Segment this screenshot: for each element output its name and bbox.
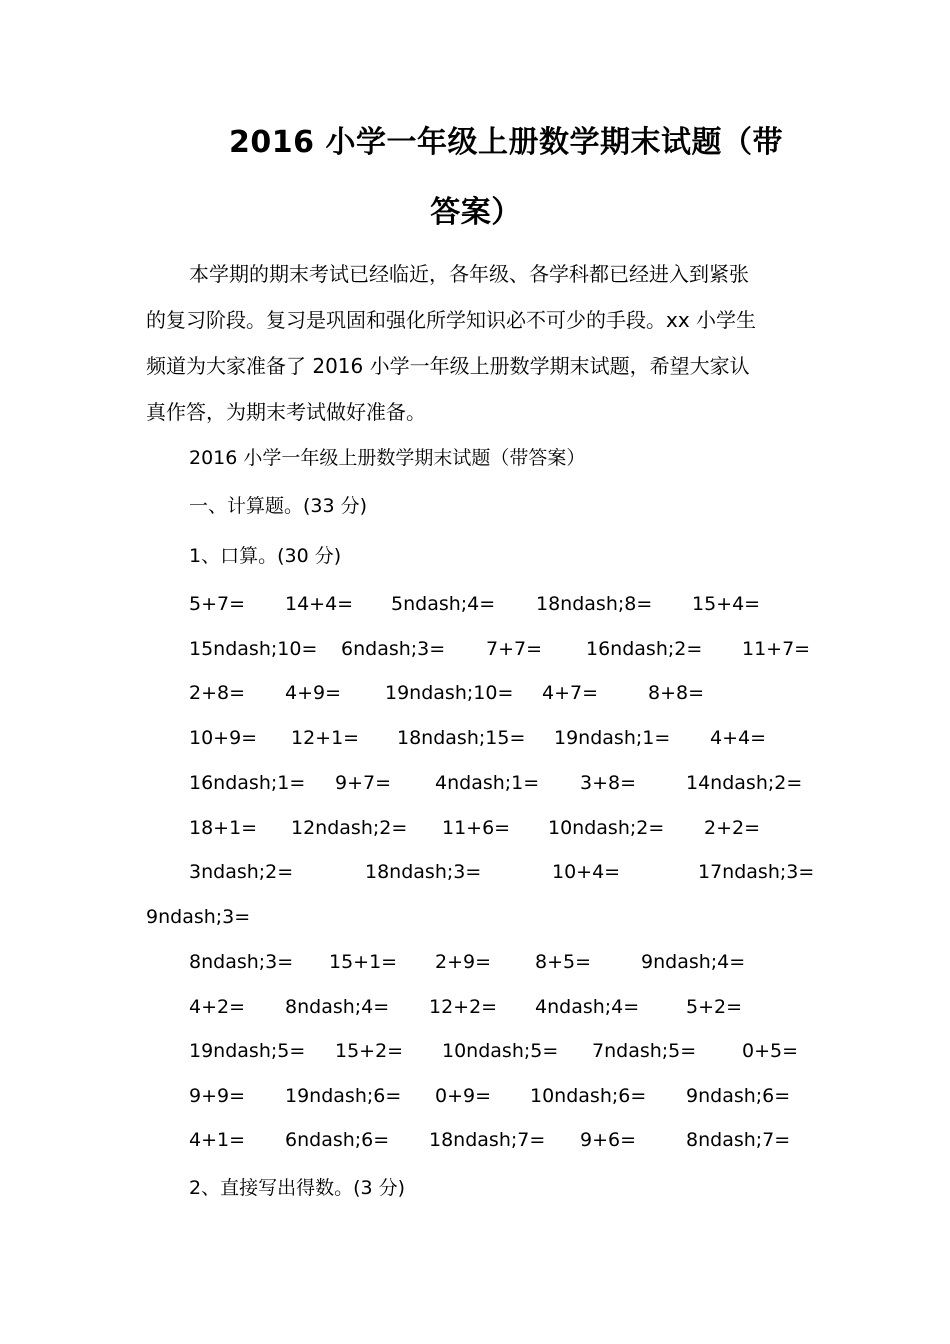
problem: 8ndash;7= xyxy=(686,1129,791,1151)
problem: 9ndash;4= xyxy=(641,951,746,973)
problem: 11+7= xyxy=(742,638,811,660)
problem: 9ndash;3= xyxy=(146,906,251,928)
problem: 0+9= xyxy=(435,1085,492,1107)
problem: 15ndash;10= xyxy=(189,638,318,660)
problem: 12+2= xyxy=(429,996,498,1018)
problem: 8+5= xyxy=(535,951,592,973)
document-title-line2: 答案） xyxy=(430,195,522,230)
problem: 4+9= xyxy=(285,682,342,704)
problem: 12ndash;2= xyxy=(291,817,408,839)
problem: 19ndash;1= xyxy=(554,727,671,749)
problem: 18ndash;7= xyxy=(429,1129,546,1151)
problem: 18ndash;3= xyxy=(365,861,482,883)
problem: 14+4= xyxy=(285,593,354,615)
problem: 3+8= xyxy=(580,772,637,794)
problem: 16ndash;1= xyxy=(189,772,306,794)
problem: 17ndash;3= xyxy=(698,861,815,883)
document-title-line1: 2016 小学一年级上册数学期末试题（带 xyxy=(229,125,783,160)
problem: 7+7= xyxy=(486,638,543,660)
problem: 9+7= xyxy=(335,772,392,794)
problem: 14ndash;2= xyxy=(686,772,803,794)
problem: 10ndash;2= xyxy=(548,817,665,839)
problem: 16ndash;2= xyxy=(586,638,703,660)
intro-line-3: 频道为大家准备了 2016 小学一年级上册数学期末试题，希望大家认 xyxy=(146,354,750,378)
problem: 10+4= xyxy=(552,861,621,883)
section-heading-1: 一、计算题。(33 分) xyxy=(189,495,368,517)
intro-line-4: 真作答，为期末考试做好准备。 xyxy=(146,400,426,424)
problem: 4+1= xyxy=(189,1129,246,1151)
problem: 15+4= xyxy=(692,593,761,615)
problem: 6ndash;6= xyxy=(285,1129,390,1151)
problem: 8ndash;4= xyxy=(285,996,390,1018)
problem: 4+7= xyxy=(542,682,599,704)
problem: 0+5= xyxy=(742,1040,799,1062)
problem: 3ndash;2= xyxy=(189,861,294,883)
problem: 10ndash;5= xyxy=(442,1040,559,1062)
problem: 9ndash;6= xyxy=(686,1085,791,1107)
problem: 4+2= xyxy=(189,996,246,1018)
problem: 19ndash;10= xyxy=(385,682,514,704)
problem: 15+1= xyxy=(329,951,398,973)
problem: 18+1= xyxy=(189,817,258,839)
problem: 5ndash;4= xyxy=(391,593,496,615)
problem: 11+6= xyxy=(442,817,511,839)
problem: 4+4= xyxy=(710,727,767,749)
problem: 19ndash;6= xyxy=(285,1085,402,1107)
subsection-heading-1-2: 2、直接写出得数。(3 分) xyxy=(189,1177,406,1199)
problem: 10ndash;6= xyxy=(530,1085,647,1107)
problem: 6ndash;3= xyxy=(341,638,446,660)
subsection-heading-1-1: 1、口算。(30 分) xyxy=(189,545,342,567)
problem: 18ndash;15= xyxy=(397,727,526,749)
problem: 18ndash;8= xyxy=(536,593,653,615)
problem: 2+8= xyxy=(189,682,246,704)
intro-line-1: 本学期的期末考试已经临近，各年级、各学科都已经进入到紧张 xyxy=(189,262,749,286)
problem: 12+1= xyxy=(291,727,360,749)
problem: 8+8= xyxy=(648,682,705,704)
problem: 2+9= xyxy=(435,951,492,973)
problem: 15+2= xyxy=(335,1040,404,1062)
problem: 4ndash;1= xyxy=(435,772,540,794)
problem: 10+9= xyxy=(189,727,258,749)
problem: 4ndash;4= xyxy=(535,996,640,1018)
intro-line-2: 的复习阶段。复习是巩固和强化所学知识必不可少的手段。xx 小学生 xyxy=(146,308,757,332)
problem: 8ndash;3= xyxy=(189,951,294,973)
problem: 5+2= xyxy=(686,996,743,1018)
problem: 5+7= xyxy=(189,593,246,615)
problem: 2+2= xyxy=(704,817,761,839)
problem: 19ndash;5= xyxy=(189,1040,306,1062)
subtitle: 2016 小学一年级上册数学期末试题（带答案） xyxy=(189,447,586,469)
problem: 7ndash;5= xyxy=(592,1040,697,1062)
problem: 9+9= xyxy=(189,1085,246,1107)
problem: 9+6= xyxy=(580,1129,637,1151)
